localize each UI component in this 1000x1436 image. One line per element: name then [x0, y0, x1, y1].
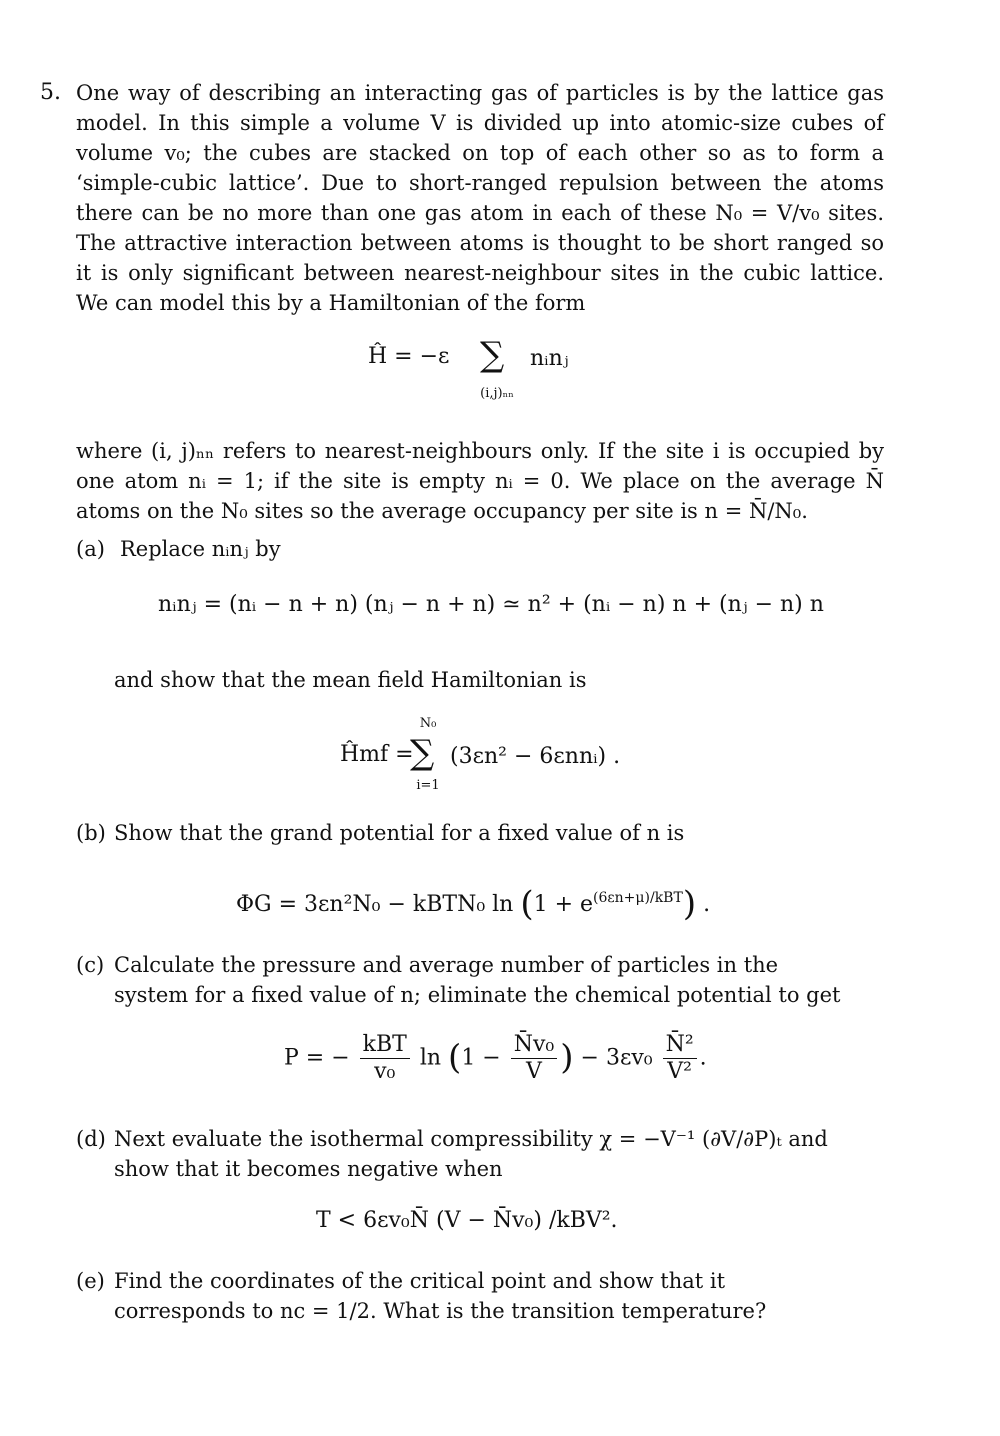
mf-sum-sub: i=1	[416, 778, 440, 793]
mf-body: (3εn² − 6εnnᵢ) .	[450, 744, 621, 769]
where-paragraph: where (i, j)ₙₙ refers to nearest-neighbours only. If the site i is occupied by one atom nᵢ = 1; if the site is empty nᵢ = 0. We place on the average N̄ atoms on the N₀ sites so the average occupancy per site is n = N̄/N₀.	[76, 439, 884, 523]
frac-kbt-v0	[360, 1032, 410, 1085]
part-b-label: (b)	[76, 821, 106, 845]
part-b-equation	[236, 884, 710, 924]
part-a-show-text: and show that the mean field Hamiltonian is	[114, 668, 587, 692]
part-c-text: Calculate the pressure and average number of particles in the system for a fixed value of n; eliminate the chemical potential to get	[114, 953, 841, 1007]
part-a-text: Replace nᵢnⱼ by	[120, 537, 281, 561]
part-e-label: (e)	[76, 1269, 105, 1293]
mf-sum-sup: N₀	[419, 716, 437, 731]
part-b-eq-exp: (6εn+μ)/kBT	[593, 890, 683, 906]
part-d-text: Next evaluate the isothermal compressibility χ = −V⁻¹ (∂V/∂P)ₜ and show that it becomes negative when	[114, 1127, 828, 1181]
frac1-num: kBT	[360, 1032, 410, 1059]
frac1-den: v₀	[374, 1059, 396, 1084]
part-b-eq-lhs: ΦG = 3εn²N₀ − kBTN₀ ln	[236, 892, 514, 917]
problem-number: 5.	[40, 80, 61, 105]
part-c-label: (c)	[76, 953, 105, 977]
part-e-text: Find the coordinates of the critical point and show that it corresponds to nc = 1/2. What is the transition temperature?	[114, 1269, 767, 1323]
part-b-eq-inner: 1 + e	[533, 892, 594, 917]
problem-intro: One way of describing an interacting gas of particles is by the lattice gas model. In this simple a volume V is divided up into atomic-size cubes of volume v₀; the cubes are stacked on top of each other so as to form a ‘simple-cubic lattice’. Due to short-ranged repulsion between the atoms there can be no more than one gas atom in each of these N₀ = V/v₀ sites. The attractive interaction between atoms is thought to be short ranged so it is only significant between nearest-neighbour sites in the cubic lattice. We can model this by a Hamiltonian of the form	[76, 81, 884, 315]
left-paren-icon: (	[520, 884, 534, 924]
part-d-label: (d)	[76, 1127, 106, 1151]
part-b-eq-end: .	[703, 892, 711, 917]
part-b-text: Show that the grand potential for a fixed value of n is	[114, 821, 685, 845]
frac2-num: N̄v₀	[511, 1032, 558, 1059]
part-a-label: (a)	[76, 537, 105, 561]
p-lhs: P = −	[284, 1045, 350, 1071]
hamiltonian-sum-sub: (i,j)ₙₙ	[480, 386, 514, 401]
minus-term: − 3εv₀	[580, 1045, 653, 1071]
hamiltonian-lhs: Ĥ = −ε	[368, 344, 450, 369]
ln-text: ln	[419, 1045, 442, 1071]
part-c-end: .	[699, 1045, 707, 1071]
right-paren-icon: )	[682, 884, 697, 924]
mf-sum-symbol: ∑	[410, 733, 435, 773]
frac2-den: V	[526, 1059, 542, 1084]
one-minus: 1 −	[461, 1045, 501, 1071]
part-d-equation: T < 6εv₀N̄ (V − N̄v₀) /kBV².	[316, 1208, 618, 1233]
part-a-equation: nᵢnⱼ = (nᵢ − n + n) (nⱼ − n + n) ≃ n² + (nᵢ − n) n + (nⱼ − n) n	[158, 592, 824, 617]
right-paren-icon: )	[560, 1037, 574, 1078]
frac3-den: V²	[667, 1059, 692, 1084]
hamiltonian-body: nᵢnⱼ	[530, 346, 569, 371]
frac-n2-v2	[663, 1032, 697, 1085]
part-c-equation	[284, 1032, 707, 1085]
frac-nv0-v	[511, 1032, 558, 1085]
mf-lhs: Ĥmf =	[340, 742, 414, 767]
sum-symbol: ∑	[480, 335, 505, 375]
frac3-num: N̄²	[663, 1032, 697, 1059]
left-paren-icon: (	[448, 1037, 462, 1078]
